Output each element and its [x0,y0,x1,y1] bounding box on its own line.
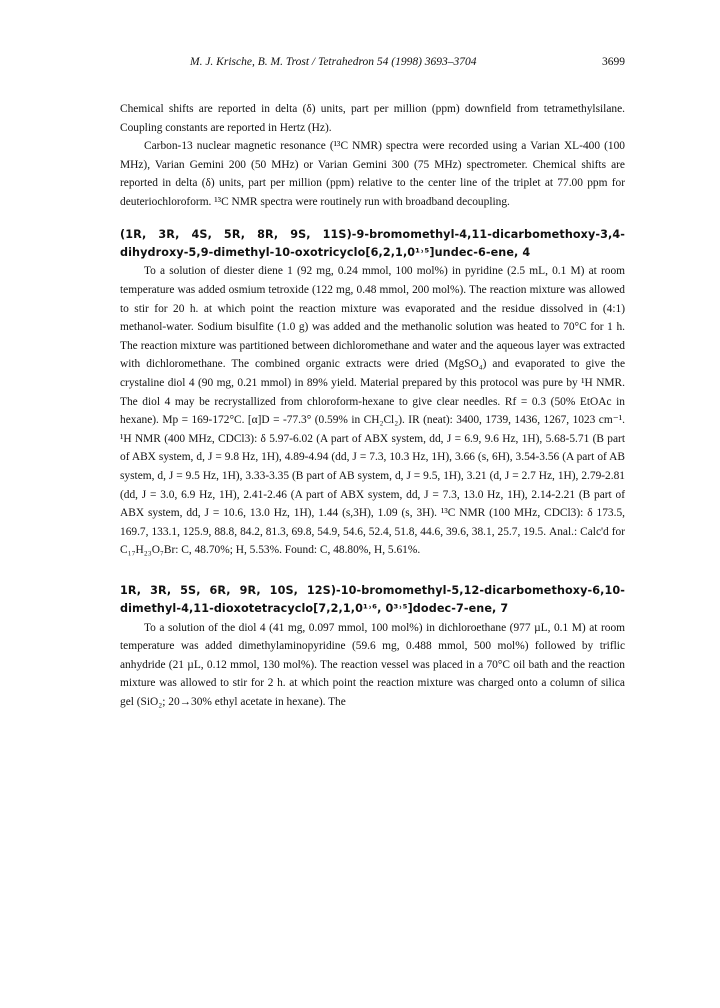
running-head: M. J. Krische, B. M. Trost / Tetrahedron 54 (1998) 3693–3704 [190,56,477,68]
page-body [120,100,625,712]
compound-7-procedure: To a solution of the diol 4 (41 mg, 0.097 mmol, 100 mol%) in dichloroethane (977 µL, 0.1 M) at room temperature was added dimethylaminopyridine (59.6 mg, 0.488 mmol, 500 mol%) followed by triflic anhydride (21 µL, 0.12 mmol, 130 mol%). The reaction vessel was placed in a 70°C oil bath and the reaction mixture was allowed to stir for 2 h. at which point the reaction mixture was charged onto a column of silica gel (SiO₂; 20→30% ethyl acetate in hexane). The [120,621,625,709]
intro-paragraph-1: Chemical shifts are reported in delta (δ) units, part per million (ppm) downfield from tetramethylsilane. Coupling constants are reported in Hertz (Hz). [120,103,625,134]
compound-7-heading: 1R, 3R, 5S, 6R, 9R, 10S, 12S)-10-bromomethyl-5,12-dicarbomethoxy-6,10-dimethyl-4,11-dioxotetracyclo[7,2,1,0¹˒⁶, 0³˒⁵]dodec-7-ene, 7 [120,583,625,616]
compound-4-heading: (1R, 3R, 4S, 5R, 8R, 9S, 11S)-9-bromomethyl-4,11-dicarbomethoxy-3,4-dihydroxy-5,9-dimethyl-10-oxotricyclo[6,2,1,0¹˒⁵]undec-6-ene, 4 [120,227,625,259]
page-number: 3699 [602,56,625,68]
intro-paragraph-2: Carbon-13 nuclear magnetic resonance (¹³C NMR) spectra were recorded using a Varian XL-400 (100 MHz), Varian Gemini 200 (50 MHz) or Varian Gemini 300 (75 MHz) spectrometer. Chemical shifts are reported in delta (δ) units, part per million (ppm) relative to the center line of the triplet at 77.00 ppm for deuteriochloroform. ¹³C NMR spectra were routinely run with broadband decoupling. [120,140,625,208]
compound-4-procedure: To a solution of diester diene 1 (92 mg, 0.24 mmol, 100 mol%) in pyridine (2.5 mL, 0.1 M) at room temperature was added osmium tetroxide (122 mg, 0.48 mmol, 200 mol%). The reaction mixture was allowed to stir for 20 h. at which point the reaction mixture was evaporated and the residue dissolved in (4:1) methanol-water. Sodium bisulfite (1.0 g) was added and the methanolic solution was heated to 70°C for 1 h. The reaction mixture was partitioned between dichloromethane and water and the aqueous layer was extracted with dichloromethane. The combined organic extracts were dried (MgSO₄) and evaporated to give the crystaline diol 4 (90 mg, 0.21 mmol) in 89% yield. Material prepared by this protocol was pure by ¹H NMR. The diol 4 may be recrystallized from chloroform-hexane to give clear needles. Rf = 0.3 (50% EtOAc in hexane). Mp = 169-172°C. [α]D = -77.3° (0.59% in CH₂Cl₂). IR (neat): 3400, 1739, 1436, 1267, 1023 cm⁻¹. ¹H NMR (400 MHz, CDCl3): δ 5.97-6.02 (A part of ABX system, dd, J = 6.9, 9.6 Hz, 1H), 5.68-5.71 (B part of ABX system, d, J = 9.8 Hz, 1H), 4.89-4.94 (dd, J = 7.3, 10.3 Hz, 1H), 3.66 (s, 6H), 3.54-3.56 (A part of AB system, d, J = 9.5 Hz, 1H), 3.33-3.35 (B part of AB system, d, J = 9.5, 1H), 3.21 (d, J = 2.7 Hz, 1H), 2.79-2.81 (dd, J = 3.0, 6.9 Hz, 1H), 2.41-2.46 (A part of ABX system, dd, J = 7.3, 13.0 Hz, 1H), 2.14-2.21 (B part of ABX system, dd, J = 10.6, 13.0 Hz, 1H), 1.44 (s,3H), 1.09 (s, 3H). ¹³C NMR (100 MHz, CDCl3): δ 173.5, 169.7, 133.1, 125.9, 88.8, 84.2, 81.3, 69.8, 54.9, 54.6, 52.4, 51.8, 44.6, 39.6, 38.1, 25.7, 19.5. Anal.: Calc'd for C₁₇H₂₃O₇Br: C, 48.70%; H, 5.53%. Found: C, 48.80%, H, 5.61%. [120,265,625,557]
